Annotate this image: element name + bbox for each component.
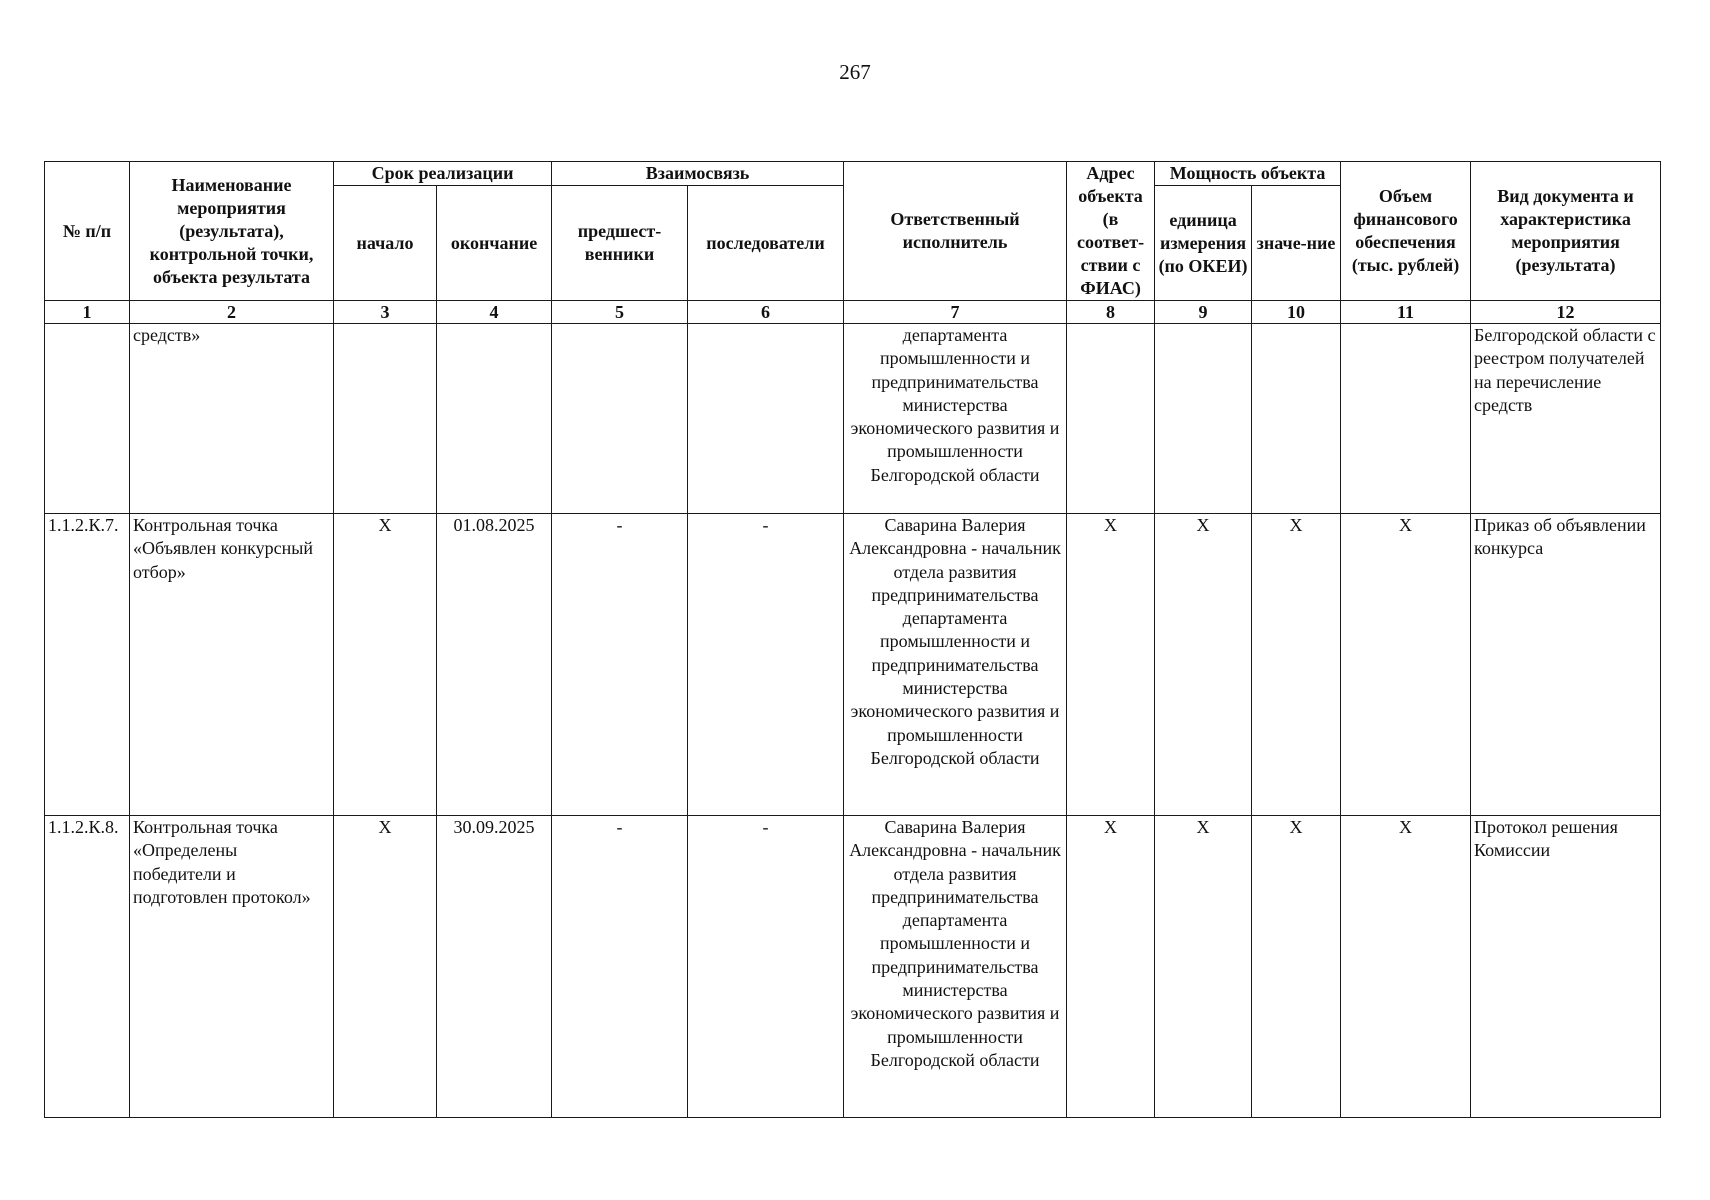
header-name: Наименование мероприятия (результата), контрольной точки, объекта результата: [130, 162, 334, 301]
column-number: 12: [1471, 301, 1661, 324]
row-predecessors: -: [552, 816, 688, 1118]
column-number: 2: [130, 301, 334, 324]
header-doc: Вид документа и характеристика мероприятия (результата): [1471, 162, 1661, 301]
header-link-group: Взаимосвязь: [552, 162, 844, 186]
row-start: X: [334, 514, 437, 816]
table-row: [45, 816, 1661, 1118]
header-term-group: Срок реализации: [334, 162, 552, 186]
column-numbers-row: [45, 301, 1661, 324]
row-finance: [1341, 324, 1471, 514]
row-value: X: [1252, 816, 1341, 1118]
column-number: 11: [1341, 301, 1471, 324]
row-successors: -: [688, 816, 844, 1118]
row-num: [45, 324, 130, 514]
column-number: 1: [45, 301, 130, 324]
table-row: [45, 324, 1661, 514]
row-unit: X: [1155, 816, 1252, 1118]
row-value: X: [1252, 514, 1341, 816]
row-doc: Приказ об объявлении конкурса: [1471, 514, 1661, 816]
table-row: [45, 514, 1661, 816]
row-num: 1.1.2.К.8.: [45, 816, 130, 1118]
row-end: [437, 324, 552, 514]
row-name: средств»: [130, 324, 334, 514]
header-value: значе-ние: [1252, 186, 1341, 301]
header-capacity-group: Мощность объекта: [1155, 162, 1341, 186]
row-unit: [1155, 324, 1252, 514]
header-num: № п/п: [45, 162, 130, 301]
page-number: 267: [839, 60, 871, 84]
header-predecessors: предшест-венники: [552, 186, 688, 301]
header-finance: Объем финансового обеспечения (тыс. рублей): [1341, 162, 1471, 301]
column-number: 6: [688, 301, 844, 324]
header-address: Адрес объекта (в соответ-ствии с ФИАС): [1067, 162, 1155, 301]
row-name: Контрольная точка «Объявлен конкурсный отбор»: [130, 514, 334, 816]
row-unit: X: [1155, 514, 1252, 816]
header-row-top: [45, 162, 1661, 186]
row-value: [1252, 324, 1341, 514]
row-name: Контрольная точка «Определены победители и подготовлен протокол»: [130, 816, 334, 1118]
row-doc: Протокол решения Комиссии: [1471, 816, 1661, 1118]
column-number: 5: [552, 301, 688, 324]
header-responsible: Ответственный исполнитель: [844, 162, 1067, 301]
row-successors: [688, 324, 844, 514]
row-finance: X: [1341, 514, 1471, 816]
column-number: 8: [1067, 301, 1155, 324]
row-predecessors: -: [552, 514, 688, 816]
header-start: начало: [334, 186, 437, 301]
row-num: 1.1.2.К.7.: [45, 514, 130, 816]
row-responsible: Саварина Валерия Александровна - начальник отдела развития предпринимательства департамента промышленности и предпринимательства министерства экономического развития и промышленности Белгородской области: [844, 514, 1067, 816]
column-number: 9: [1155, 301, 1252, 324]
header-end: окончание: [437, 186, 552, 301]
column-number: 3: [334, 301, 437, 324]
header-successors: последователи: [688, 186, 844, 301]
row-address: [1067, 324, 1155, 514]
row-successors: -: [688, 514, 844, 816]
activity-plan-table: [44, 161, 1661, 1118]
column-number: 10: [1252, 301, 1341, 324]
row-end: 30.09.2025: [437, 816, 552, 1118]
row-responsible: Саварина Валерия Александровна - начальник отдела развития предпринимательства департамента промышленности и предпринимательства министерства экономического развития и промышленности Белгородской области: [844, 816, 1067, 1118]
row-address: X: [1067, 514, 1155, 816]
column-number: 7: [844, 301, 1067, 324]
row-finance: X: [1341, 816, 1471, 1118]
row-start: X: [334, 816, 437, 1118]
row-responsible: департамента промышленности и предпринимательства министерства экономического развития и промышленности Белгородской области: [844, 324, 1067, 514]
row-start: [334, 324, 437, 514]
row-doc: Белгородской области с реестром получателей на перечисление средств: [1471, 324, 1661, 514]
row-end: 01.08.2025: [437, 514, 552, 816]
header-unit: единица измерения (по ОКЕИ): [1155, 186, 1252, 301]
row-predecessors: [552, 324, 688, 514]
row-address: X: [1067, 816, 1155, 1118]
column-number: 4: [437, 301, 552, 324]
